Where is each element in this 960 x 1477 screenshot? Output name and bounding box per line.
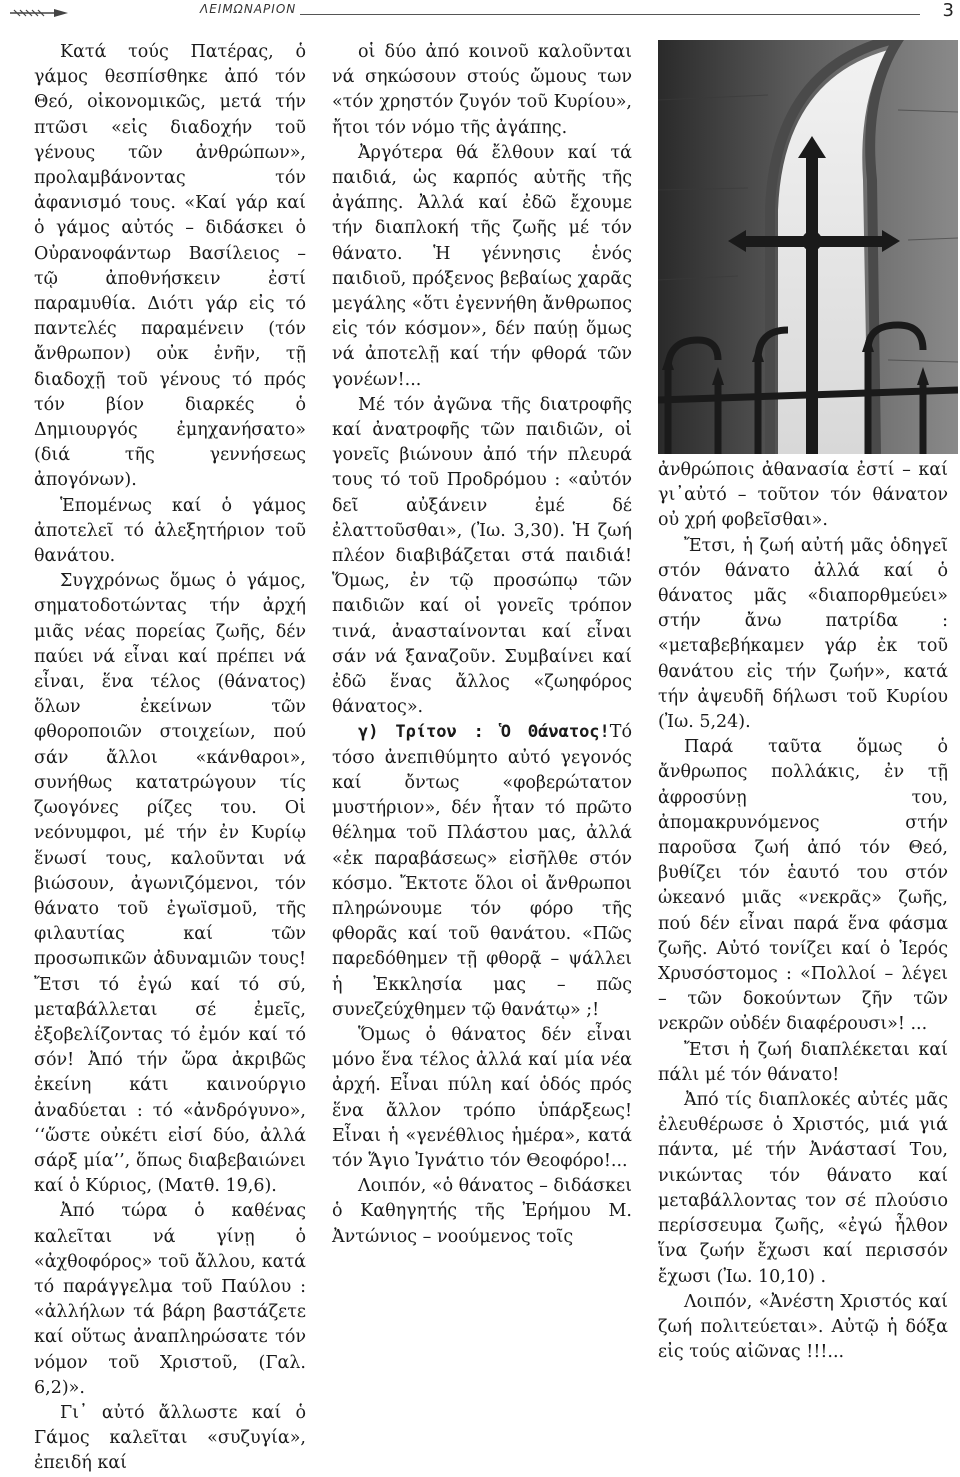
paragraph: Ἀπό τίς διαπλοκές αὐτές μᾶς ἐλευθέρωσε ὁ Χριστός, μιά γιά πάντα, μέ τήν Ἀνάστασί Του, νικώντας τόν θάνατο καί μεταβάλλοντας τον σέ πλούσιο περίσσευμα ζωῆς, «ἐγώ ἦλθον ἵνα ζωήν ἔχωσι καί περισσόν ἔχωσι (Ἰω. 10,10) .	[658, 1090, 948, 1287]
paragraph: Ἀπό τώρα ὁ καθένας καλεῖται νά γίνῃ ὁ «ἀχθοφόρος» τοῦ ἄλλου, κατά τό παράγγελμα τοῦ Παύλου : «ἀλλήλων τά βάρη βαστάζετε καί οὕτως ἀναπληρώσατε τόν νόμον τοῦ Χριστοῦ, (Γαλ. 6,2)».	[34, 1201, 306, 1398]
section-subheading-paragraph	[332, 720, 632, 1022]
paragraph: ἀνθρώποις ἀθανασία ἐστί – καί γι᾽αὐτό – τοῦτον τόν θάνατον οὐ χρή φοβεῖσθαι».	[658, 460, 948, 531]
paragraph: Ἑπομένως καί ὁ γάμος ἀποτελεῖ τό ἀλεξητήριον τοῦ θανάτου.	[34, 495, 306, 567]
masthead-title: ΛΕΙΜΩΝΑΡΙΟΝ	[200, 2, 297, 16]
subheading-continuation: Τό τόσο ἀνεπιθύμητο αὐτό γεγονός καί ὄντως «φοβερώτατον μυστήριον», δέν ἦταν τό πρῶτο θέλημα τοῦ Πλάστου μας, ἀλλά «ἐκ παραβάσεως» εἰσῆλθε στόν κόσμο. Ἔκτοτε ὅλοι οἱ ἄνθρωποι πληρώνουμε τόν φόρο τῆς φθορᾶς καί τοῦ θανάτου. «Πῶς παρεδόθημεν τῇ φθορᾷ – ψάλλει ἡ Ἐκκλησία μας – πῶς συνεζεύχθημεν τῷ θανάτῳ» ;!	[332, 722, 632, 1020]
header-rule	[300, 14, 920, 15]
iron-cross-icon	[658, 40, 958, 454]
paragraph: Συγχρόνως ὅμως ὁ γάμος, σηματοδοτώντας τήν ἀρχή μιᾶς νέας πορείας ζωῆς, δέν παύει νά εἶναι καί πρέπει νά εἶναι, ἕνα τέλος (θάνατος) ὅλων ἐκείνων τῶν φθοροποιῶν στοιχείων, πού σάν ἄλλοι «κάνθαροι», συνήθως κατατρώγουν τίς ζωογόνες ρίζες του. Οἱ νεόνυμφοι, μέ τήν ἐν Κυρίῳ ἕνωσί τους, καλοῦνται νά βιώσουν, ἀγωνιζόμενοι, τόν θάνατο τοῦ ἐγωϊσμοῦ, τῆς φιλαυτίας καί τῶν προσωπικῶν ἀδυναμιῶν τους!Ἔτσι τό ἐγώ καί τό σύ, μεταβάλλεται σέ ἐμεῖς, ἐξοβελίζοντας τό ἐμόν καί τό σόν! Ἀπό τήν ὥρα ἀκριβῶς ἐκείνη κάτι καινούργιο ἀναδύεται : τό «ἀνδρόγυνο», ‘‘ὥστε οὐκέτι εἰσί δύο, ἀλλά σάρξ μία’’, ὅπως διαβεβαιώνει καί ὁ Κύριος, (Ματθ. 19,6).	[34, 571, 306, 1197]
paragraph: Λοιπόν, «Ἀνέστη Χριστός καί ζωή πολιτεύεται». Αὐτῷ ἡ δόξα εἰς τούς αἰῶνας !!!...	[658, 1291, 948, 1363]
quill-ornament-icon	[8, 6, 70, 20]
page-header	[0, 0, 960, 34]
paragraph: Γι᾽ αὐτό ἄλλωστε καί ὁ Γάμος καλεῖται «συζυγία», ἐπειδή καί	[34, 1402, 306, 1474]
paragraph: Ὅμως ὁ θάνατος δέν εἶναι μόνο ἕνα τέλος ἀλλά καί μία νέα ἀρχή. Εἶναι πύλη καί ὁδός πρός ἕνα ἄλλον τρόπο ὑπάρξεως! Εἶναι ἡ «γενέθλιος ἡμέρα», κατά τόν Ἅγιο Ἰγνάτιο τόν Θεοφόρο!...	[332, 1024, 632, 1171]
text-column-1	[34, 40, 306, 1477]
paragraph: Κατά τούς Πατέρας, ὁ γάμος θεσπίσθηκε ἀπό τόν Θεό, οἰκονομικῶς, μετά τήν πτῶσι «εἰς διαδοχήν τοῦ γένους τῶν ἀνθρώπων», προλαμβάνοντας τόν ἀφανισμό τους. «Καί γάρ καί ὁ γάμος αὐτός – διδάσκει ὁ Οὐρανοφάντωρ Βασίλειος – τῷ ἀποθνήσκειν ἐστί παραμυθία. Διότι γάρ εἰς τό παντελές παραμένειν (τόν ἄνθρωπον) οὐκ ἐνῆν, τῇ διαδοχῇ τοῦ γένους τό πρός τόν βίον διαρκές ὁ Δημιουργός ἐμηχανήσατο» (διά τῆς γεννήσεως ἀπογόνων).	[34, 42, 306, 491]
paragraph: Ἀργότερα θά ἔλθουν καί τά παιδιά, ὡς καρπός αὐτῆς τῆς ἀγάπης. Ἀλλά καί ἐδῶ ἔχουμε τήν διαπλοκή τῆς ζωῆς μέ τόν θάνατο. Ἡ γέννησις ἑνός παιδιοῦ, πρόξενος βεβαίως χαρᾶς μεγάλης «ὅτι ἐγεννήθη ἄνθρωπος εἰς τόν κόσμον», δέν παύῃ ὅμως νά ἀποτελῇ καί τήν φθορά τῶν γονέων!...	[332, 142, 632, 390]
paragraph: Παρά ταῦτα ὅμως ὁ ἄνθρωπος πολλάκις, ἐν τῇ ἀφροσύνῃ του, ἀπομακρυνόμενος στήν παροῦσα ζωή ἀπό τόν Θεό, βυθίζει τόν ἑαυτό του στόν ὠκεανό μιᾶς «νεκρᾶς» ζωῆς, πού δέν εἶναι παρά ἕνα φάσμα ζωῆς. Αὐτό τονίζει καί ὁ Ἱερός Χρυσόστομος : «Πολλοί – λέγει – τῶν δοκούντων ζῆν τῶν νεκρῶν οὐδέν διαφέρουσι»! ...	[658, 737, 948, 1035]
paragraph: Ἔτσι ἡ ζωή διαπλέκεται καί πάλι μέ τόν θάνατο!	[658, 1039, 948, 1085]
text-column-2	[332, 40, 632, 1250]
paragraph: Μέ τόν ἀγῶνα τῆς διατροφῆς καί ἀνατροφῆς τῶν παιδιῶν, οἱ γονεῖς βιώνουν ἀπό τήν πλευρά τους τό τοῦ Προδρόμου : «αὐτόν δεῖ αὐξάνειν ἐμέ δέ ἐλαττοῦσθαι», (Ἰω. 3,30). Ἡ ζωή πλέον διαβιβάζεται στά παιδιά!Ὅμως, ἐν τῷ προσώπῳ τῶν παιδιῶν καί οἱ γονεῖς τρόπον τινά, ἀνασταίνονται καί εἶναι σάν νά ξαναζοῦν. Συμβαίνει καί ἐδῶ ἕνας ἄλλος «ζωηφόρος θάνατος».	[332, 394, 632, 718]
paragraph: οἱ δύο ἀπό κοινοῦ καλοῦνται νά σηκώσουν στούς ὤμους των «τόν χρηστόν ζυγόν τοῦ Κυρίου», ἤτοι τόν νόμο τῆς ἀγάπης.	[332, 42, 632, 138]
paragraph: Λοιπόν, «ὁ θάνατος – διδάσκει ὁ Καθηγητής τῆς Ἐρήμου Μ. Ἀντώνιος – νοούμενος τοῖς	[332, 1176, 632, 1247]
page-number: 3	[942, 0, 954, 21]
cross-window-photo	[658, 40, 958, 454]
text-column-3	[658, 458, 948, 1365]
paragraph: Ἔτσι, ἡ ζωή αὐτή μᾶς ὁδηγεῖ στόν θάνατο ἀλλά καί ὁ θάνατος μᾶς «διαπορθμεύει» στήν ἄνω πατρίδα : «μεταβεβήκαμεν γάρ ἐκ τοῦ θανάτου εἰς τήν ζωήν», κατά τήν ἀψευδῆ δήλωσι τοῦ Κυρίου (Ἰω. 5,24).	[658, 535, 948, 733]
section-heading: γ) Τρίτον : Ὁ Θάνατος!	[358, 722, 610, 743]
